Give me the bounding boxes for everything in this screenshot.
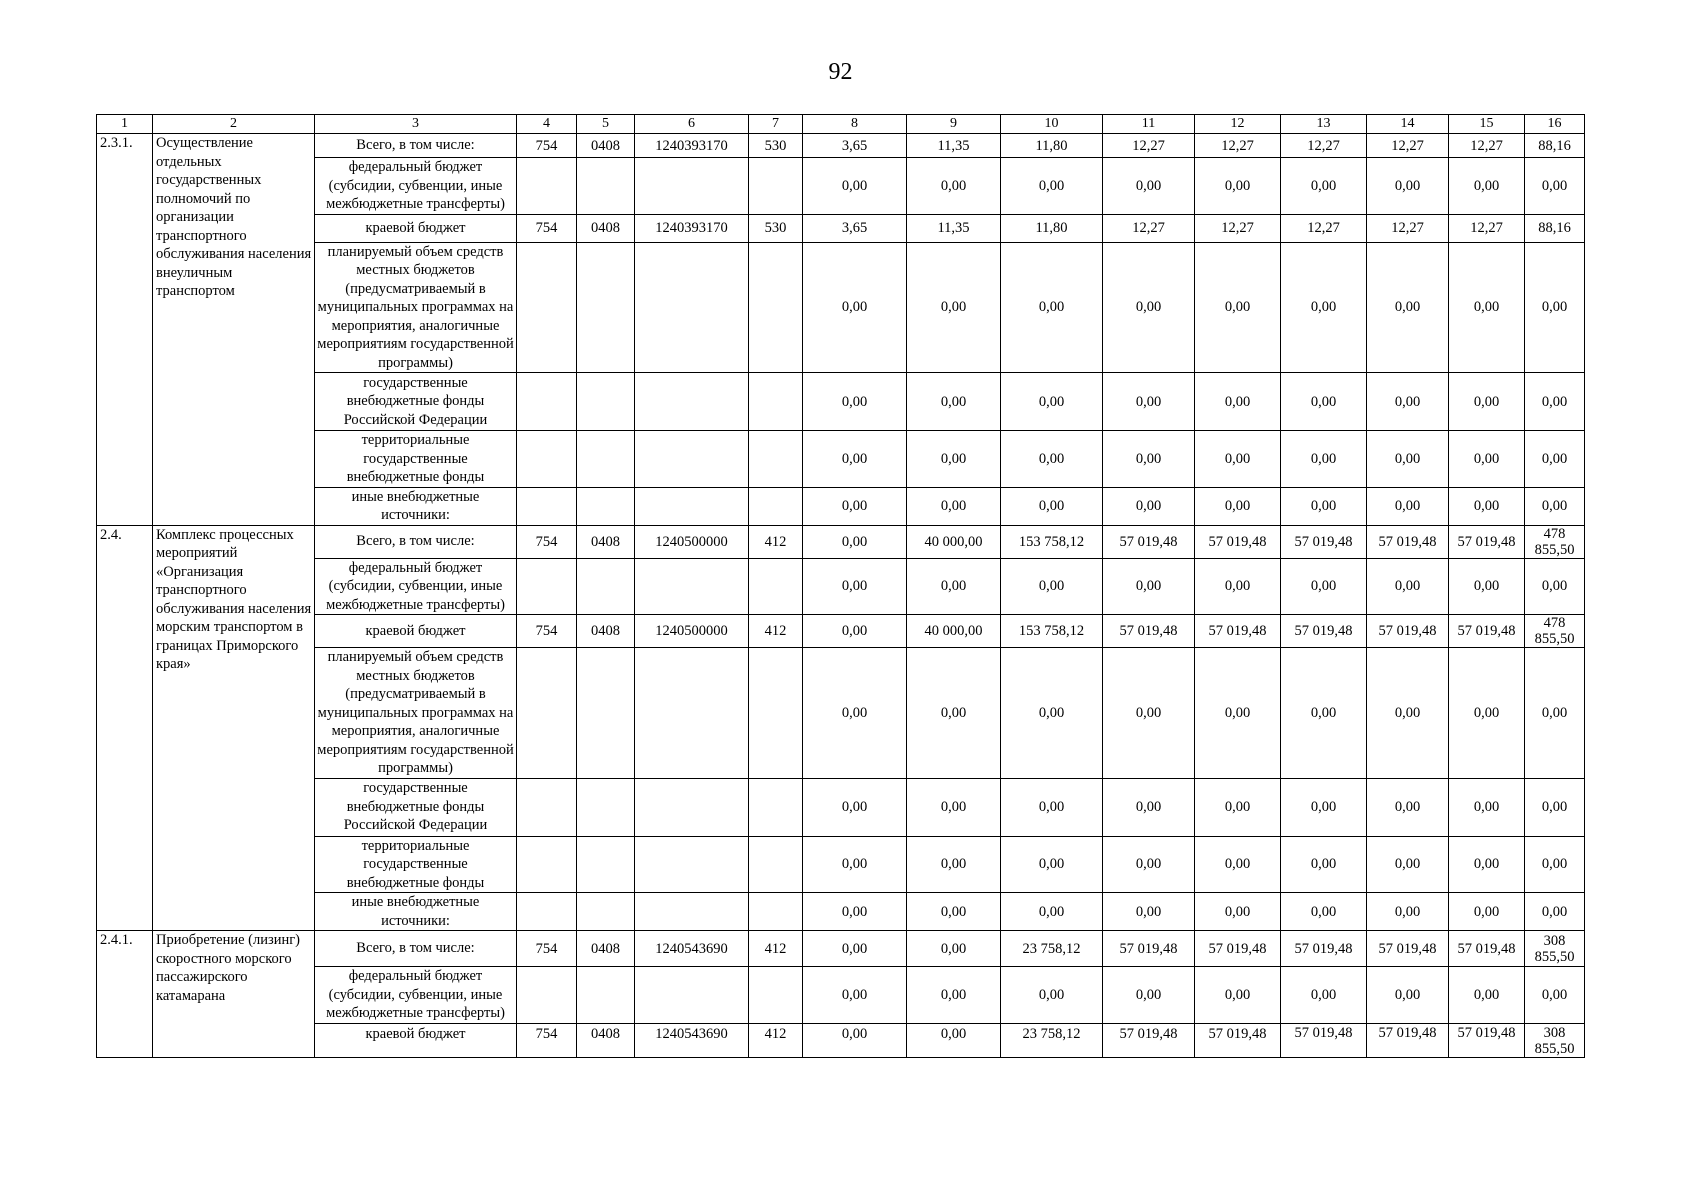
funding-source: иные внебюджетные источники: bbox=[315, 487, 517, 525]
amount-cell: 0,00 bbox=[1195, 242, 1281, 373]
amount-cell: 0,00 bbox=[1001, 431, 1103, 488]
amount-cell: 0,00 bbox=[1449, 893, 1525, 931]
budget-code bbox=[577, 431, 635, 488]
budget-code: 754 bbox=[517, 134, 577, 158]
budget-code bbox=[517, 158, 577, 215]
budget-code bbox=[635, 158, 749, 215]
amount-cell: 0,00 bbox=[1281, 836, 1367, 893]
amount-cell: 0,00 bbox=[1281, 893, 1367, 931]
amount-cell: 0,00 bbox=[907, 778, 1001, 836]
amount-cell: 0,00 bbox=[907, 836, 1001, 893]
item-name: Приобретение (лизинг) скоростного морского пассажирского катамарана bbox=[153, 931, 315, 1058]
budget-code: 0408 bbox=[577, 134, 635, 158]
amount-cell: 0,00 bbox=[1449, 778, 1525, 836]
amount-cell: 0,00 bbox=[907, 431, 1001, 488]
amount-cell: 57 019,48 bbox=[1449, 615, 1525, 648]
amount-cell: 0,00 bbox=[1001, 836, 1103, 893]
amount-cell: 23 758,12 bbox=[1001, 1023, 1103, 1057]
amount-cell: 0,00 bbox=[1103, 648, 1195, 779]
amount-cell: 23 758,12 bbox=[1001, 931, 1103, 967]
amount-cell: 0,00 bbox=[1195, 967, 1281, 1024]
budget-code: 0408 bbox=[577, 525, 635, 558]
budget-code bbox=[517, 893, 577, 931]
budget-code bbox=[749, 836, 803, 893]
amount-cell: 0,00 bbox=[1195, 158, 1281, 215]
budget-code bbox=[635, 893, 749, 931]
amount-cell: 57 019,48 bbox=[1281, 1023, 1367, 1057]
amount-cell: 0,00 bbox=[907, 558, 1001, 615]
item-number: 2.4.1. bbox=[97, 931, 153, 1058]
column-number: 8 bbox=[803, 115, 907, 134]
amount-cell: 0,00 bbox=[803, 648, 907, 779]
budget-code bbox=[577, 242, 635, 373]
amount-cell: 0,00 bbox=[1281, 158, 1367, 215]
amount-cell: 11,35 bbox=[907, 214, 1001, 242]
budget-code bbox=[517, 648, 577, 779]
budget-code bbox=[577, 487, 635, 525]
amount-cell: 0,00 bbox=[803, 931, 907, 967]
amount-cell: 57 019,48 bbox=[1449, 1023, 1525, 1057]
amount-cell: 57 019,48 bbox=[1103, 1023, 1195, 1057]
funding-source: государственные внебюджетные фонды Российской Федерации bbox=[315, 373, 517, 431]
budget-code bbox=[635, 836, 749, 893]
amount-cell: 0,00 bbox=[1001, 373, 1103, 431]
amount-cell: 0,00 bbox=[803, 373, 907, 431]
amount-cell: 0,00 bbox=[803, 615, 907, 648]
budget-code bbox=[749, 893, 803, 931]
budget-code: 412 bbox=[749, 931, 803, 967]
budget-code bbox=[635, 487, 749, 525]
funding-source: краевой бюджет bbox=[315, 1023, 517, 1057]
funding-source: Всего, в том числе: bbox=[315, 134, 517, 158]
amount-cell: 12,27 bbox=[1367, 134, 1449, 158]
amount-cell: 57 019,48 bbox=[1195, 615, 1281, 648]
amount-cell: 57 019,48 bbox=[1367, 525, 1449, 558]
amount-cell: 0,00 bbox=[1281, 967, 1367, 1024]
budget-code bbox=[517, 373, 577, 431]
funding-source: краевой бюджет bbox=[315, 214, 517, 242]
amount-cell: 0,00 bbox=[907, 967, 1001, 1024]
amount-cell: 0,00 bbox=[907, 487, 1001, 525]
amount-cell: 0,00 bbox=[1195, 373, 1281, 431]
table-row bbox=[97, 893, 1585, 931]
amount-cell: 0,00 bbox=[1103, 836, 1195, 893]
table-row bbox=[97, 836, 1585, 893]
amount-cell: 0,00 bbox=[1281, 648, 1367, 779]
budget-code bbox=[517, 778, 577, 836]
budget-code: 1240543690 bbox=[635, 931, 749, 967]
amount-cell: 57 019,48 bbox=[1281, 525, 1367, 558]
budget-code bbox=[635, 431, 749, 488]
budget-code bbox=[749, 967, 803, 1024]
amount-cell: 57 019,48 bbox=[1103, 615, 1195, 648]
budget-code bbox=[635, 242, 749, 373]
budget-code: 1240500000 bbox=[635, 525, 749, 558]
amount-cell: 0,00 bbox=[1001, 778, 1103, 836]
budget-code: 530 bbox=[749, 134, 803, 158]
column-number: 10 bbox=[1001, 115, 1103, 134]
amount-cell: 0,00 bbox=[1281, 558, 1367, 615]
amount-cell: 0,00 bbox=[1525, 431, 1585, 488]
amount-cell: 0,00 bbox=[1103, 487, 1195, 525]
amount-cell: 0,00 bbox=[1367, 487, 1449, 525]
amount-cell: 0,00 bbox=[803, 1023, 907, 1057]
budget-code bbox=[749, 242, 803, 373]
budget-code bbox=[517, 487, 577, 525]
column-number: 2 bbox=[153, 115, 315, 134]
amount-cell: 40 000,00 bbox=[907, 615, 1001, 648]
amount-cell: 0,00 bbox=[1367, 836, 1449, 893]
column-number: 13 bbox=[1281, 115, 1367, 134]
amount-cell: 308 855,50 bbox=[1525, 931, 1585, 967]
budget-code: 0408 bbox=[577, 1023, 635, 1057]
amount-cell: 57 019,48 bbox=[1367, 1023, 1449, 1057]
table-row bbox=[97, 373, 1585, 431]
amount-cell: 0,00 bbox=[1001, 158, 1103, 215]
amount-cell: 0,00 bbox=[1281, 373, 1367, 431]
table-row bbox=[97, 558, 1585, 615]
amount-cell: 57 019,48 bbox=[1449, 931, 1525, 967]
budget-code bbox=[577, 778, 635, 836]
amount-cell: 0,00 bbox=[803, 487, 907, 525]
table-row bbox=[97, 214, 1585, 242]
funding-source: территориальные государственные внебюджетные фонды bbox=[315, 431, 517, 488]
amount-cell: 0,00 bbox=[1195, 648, 1281, 779]
amount-cell: 88,16 bbox=[1525, 214, 1585, 242]
budget-code bbox=[749, 431, 803, 488]
amount-cell: 88,16 bbox=[1525, 134, 1585, 158]
amount-cell: 11,80 bbox=[1001, 214, 1103, 242]
budget-code: 1240543690 bbox=[635, 1023, 749, 1057]
amount-cell: 0,00 bbox=[907, 893, 1001, 931]
budget-code bbox=[517, 558, 577, 615]
funding-source: федеральный бюджет (субсидии, субвенции, иные межбюджетные трансферты) bbox=[315, 158, 517, 215]
funding-source: территориальные государственные внебюджетные фонды bbox=[315, 836, 517, 893]
amount-cell: 0,00 bbox=[1367, 558, 1449, 615]
amount-cell: 0,00 bbox=[1449, 836, 1525, 893]
budget-code bbox=[517, 967, 577, 1024]
budget-code: 1240393170 bbox=[635, 214, 749, 242]
amount-cell: 57 019,48 bbox=[1367, 931, 1449, 967]
amount-cell: 0,00 bbox=[1195, 778, 1281, 836]
budget-code: 754 bbox=[517, 615, 577, 648]
budget-code: 0408 bbox=[577, 615, 635, 648]
item-number: 2.3.1. bbox=[97, 134, 153, 526]
table-row bbox=[97, 931, 1585, 967]
table-row bbox=[97, 134, 1585, 158]
amount-cell: 308 855,50 bbox=[1525, 1023, 1585, 1057]
funding-source: федеральный бюджет (субсидии, субвенции, иные межбюджетные трансферты) bbox=[315, 558, 517, 615]
amount-cell: 0,00 bbox=[1449, 431, 1525, 488]
funding-source: государственные внебюджетные фонды Российской Федерации bbox=[315, 778, 517, 836]
amount-cell: 0,00 bbox=[803, 558, 907, 615]
amount-cell: 0,00 bbox=[1001, 242, 1103, 373]
budget-code: 412 bbox=[749, 525, 803, 558]
amount-cell: 0,00 bbox=[1525, 778, 1585, 836]
amount-cell: 0,00 bbox=[1195, 893, 1281, 931]
amount-cell: 0,00 bbox=[1449, 558, 1525, 615]
table-row bbox=[97, 242, 1585, 373]
amount-cell: 0,00 bbox=[803, 893, 907, 931]
budget-code: 530 bbox=[749, 214, 803, 242]
amount-cell: 11,80 bbox=[1001, 134, 1103, 158]
amount-cell: 3,65 bbox=[803, 214, 907, 242]
amount-cell: 57 019,48 bbox=[1103, 931, 1195, 967]
amount-cell: 0,00 bbox=[1367, 373, 1449, 431]
column-number: 4 bbox=[517, 115, 577, 134]
budget-code bbox=[635, 373, 749, 431]
amount-cell: 57 019,48 bbox=[1367, 615, 1449, 648]
amount-cell: 40 000,00 bbox=[907, 525, 1001, 558]
amount-cell: 0,00 bbox=[1103, 431, 1195, 488]
funding-source: Всего, в том числе: bbox=[315, 525, 517, 558]
budget-code bbox=[517, 242, 577, 373]
amount-cell: 0,00 bbox=[1103, 893, 1195, 931]
budget-code: 754 bbox=[517, 525, 577, 558]
amount-cell: 0,00 bbox=[907, 1023, 1001, 1057]
amount-cell: 0,00 bbox=[803, 836, 907, 893]
amount-cell: 0,00 bbox=[1525, 836, 1585, 893]
budget-code bbox=[635, 778, 749, 836]
budget-code bbox=[749, 158, 803, 215]
amount-cell: 0,00 bbox=[1449, 648, 1525, 779]
table-row bbox=[97, 778, 1585, 836]
amount-cell: 0,00 bbox=[1525, 158, 1585, 215]
amount-cell: 0,00 bbox=[1449, 242, 1525, 373]
amount-cell: 0,00 bbox=[1367, 648, 1449, 779]
budget-code bbox=[635, 967, 749, 1024]
budget-code bbox=[749, 487, 803, 525]
amount-cell: 0,00 bbox=[1525, 242, 1585, 373]
item-number: 2.4. bbox=[97, 525, 153, 931]
budget-code bbox=[577, 158, 635, 215]
table-row bbox=[97, 487, 1585, 525]
table-row bbox=[97, 158, 1585, 215]
amount-cell: 12,27 bbox=[1281, 134, 1367, 158]
amount-cell: 12,27 bbox=[1195, 134, 1281, 158]
budget-code: 754 bbox=[517, 931, 577, 967]
amount-cell: 57 019,48 bbox=[1281, 931, 1367, 967]
amount-cell: 0,00 bbox=[1367, 893, 1449, 931]
funding-source: планируемый объем средств местных бюджетов (предусматриваемый в муниципальных программах на мероприятия, аналогичные мероприятиям государственной программы) bbox=[315, 242, 517, 373]
amount-cell: 57 019,48 bbox=[1195, 525, 1281, 558]
amount-cell: 57 019,48 bbox=[1449, 525, 1525, 558]
amount-cell: 0,00 bbox=[1103, 158, 1195, 215]
amount-cell: 0,00 bbox=[1449, 373, 1525, 431]
column-number: 3 bbox=[315, 115, 517, 134]
budget-code bbox=[749, 558, 803, 615]
column-number: 7 bbox=[749, 115, 803, 134]
amount-cell: 0,00 bbox=[1195, 558, 1281, 615]
amount-cell: 57 019,48 bbox=[1103, 525, 1195, 558]
amount-cell: 0,00 bbox=[1001, 648, 1103, 779]
column-number: 1 bbox=[97, 115, 153, 134]
amount-cell: 0,00 bbox=[1525, 648, 1585, 779]
amount-cell: 12,27 bbox=[1103, 134, 1195, 158]
amount-cell: 57 019,48 bbox=[1281, 615, 1367, 648]
amount-cell: 0,00 bbox=[1195, 487, 1281, 525]
funding-source: краевой бюджет bbox=[315, 615, 517, 648]
column-number: 16 bbox=[1525, 115, 1585, 134]
amount-cell: 0,00 bbox=[1195, 836, 1281, 893]
column-number: 12 bbox=[1195, 115, 1281, 134]
budget-code: 412 bbox=[749, 1023, 803, 1057]
amount-cell: 0,00 bbox=[1281, 242, 1367, 373]
amount-cell: 0,00 bbox=[1367, 158, 1449, 215]
amount-cell: 0,00 bbox=[1367, 778, 1449, 836]
amount-cell: 0,00 bbox=[1449, 158, 1525, 215]
budget-code: 0408 bbox=[577, 214, 635, 242]
amount-cell: 0,00 bbox=[1525, 558, 1585, 615]
amount-cell: 0,00 bbox=[803, 431, 907, 488]
amount-cell: 12,27 bbox=[1281, 214, 1367, 242]
amount-cell: 0,00 bbox=[803, 967, 907, 1024]
amount-cell: 0,00 bbox=[1103, 242, 1195, 373]
amount-cell: 12,27 bbox=[1195, 214, 1281, 242]
amount-cell: 12,27 bbox=[1103, 214, 1195, 242]
amount-cell: 0,00 bbox=[907, 373, 1001, 431]
amount-cell: 57 019,48 bbox=[1195, 931, 1281, 967]
budget-code: 1240500000 bbox=[635, 615, 749, 648]
column-number: 5 bbox=[577, 115, 635, 134]
amount-cell: 0,00 bbox=[803, 158, 907, 215]
table-row bbox=[97, 615, 1585, 648]
table-row bbox=[97, 1023, 1585, 1057]
amount-cell: 0,00 bbox=[1001, 558, 1103, 615]
funding-source: планируемый объем средств местных бюджетов (предусматриваемый в муниципальных программах на мероприятия, аналогичные мероприятиям государственной программы) bbox=[315, 648, 517, 779]
amount-cell: 0,00 bbox=[1001, 893, 1103, 931]
budget-code bbox=[577, 648, 635, 779]
item-name: Комплекс процессных мероприятий «Организация транспортного обслуживания населения морским транспортом в границах Приморского края» bbox=[153, 525, 315, 931]
amount-cell: 0,00 bbox=[1103, 558, 1195, 615]
amount-cell: 0,00 bbox=[1103, 967, 1195, 1024]
amount-cell: 0,00 bbox=[1281, 431, 1367, 488]
amount-cell: 0,00 bbox=[1367, 431, 1449, 488]
amount-cell: 478 855,50 bbox=[1525, 525, 1585, 558]
budget-code: 1240393170 bbox=[635, 134, 749, 158]
table-row bbox=[97, 967, 1585, 1024]
amount-cell: 0,00 bbox=[1525, 373, 1585, 431]
amount-cell: 3,65 bbox=[803, 134, 907, 158]
column-number: 15 bbox=[1449, 115, 1525, 134]
amount-cell: 0,00 bbox=[1525, 487, 1585, 525]
column-number: 6 bbox=[635, 115, 749, 134]
budget-code bbox=[749, 373, 803, 431]
budget-code bbox=[517, 431, 577, 488]
budget-code bbox=[577, 836, 635, 893]
amount-cell: 0,00 bbox=[1367, 242, 1449, 373]
amount-cell: 12,27 bbox=[1449, 134, 1525, 158]
budget-table bbox=[96, 114, 1585, 1058]
amount-cell: 0,00 bbox=[1367, 967, 1449, 1024]
funding-source: Всего, в том числе: bbox=[315, 931, 517, 967]
budget-code: 754 bbox=[517, 1023, 577, 1057]
amount-cell: 153 758,12 bbox=[1001, 615, 1103, 648]
budget-code bbox=[517, 836, 577, 893]
budget-code bbox=[635, 558, 749, 615]
column-number: 14 bbox=[1367, 115, 1449, 134]
amount-cell: 12,27 bbox=[1367, 214, 1449, 242]
amount-cell: 0,00 bbox=[803, 525, 907, 558]
budget-code: 754 bbox=[517, 214, 577, 242]
amount-cell: 478 855,50 bbox=[1525, 615, 1585, 648]
budget-code bbox=[577, 558, 635, 615]
budget-code bbox=[577, 373, 635, 431]
amount-cell: 0,00 bbox=[1449, 487, 1525, 525]
amount-cell: 0,00 bbox=[803, 778, 907, 836]
budget-code bbox=[749, 648, 803, 779]
column-number: 11 bbox=[1103, 115, 1195, 134]
column-number: 9 bbox=[907, 115, 1001, 134]
amount-cell: 0,00 bbox=[1103, 778, 1195, 836]
amount-cell: 153 758,12 bbox=[1001, 525, 1103, 558]
amount-cell: 0,00 bbox=[1195, 431, 1281, 488]
table-row bbox=[97, 431, 1585, 488]
table-row bbox=[97, 648, 1585, 779]
budget-code: 0408 bbox=[577, 931, 635, 967]
item-name: Осуществление отдельных государственных полномочий по организации транспортного обслуживания населения внеуличным транспортом bbox=[153, 134, 315, 526]
funding-source: федеральный бюджет (субсидии, субвенции, иные межбюджетные трансферты) bbox=[315, 967, 517, 1024]
amount-cell: 0,00 bbox=[803, 242, 907, 373]
amount-cell: 0,00 bbox=[1001, 967, 1103, 1024]
amount-cell: 57 019,48 bbox=[1195, 1023, 1281, 1057]
funding-source: иные внебюджетные источники: bbox=[315, 893, 517, 931]
amount-cell: 0,00 bbox=[1525, 893, 1585, 931]
budget-code bbox=[577, 893, 635, 931]
budget-code bbox=[635, 648, 749, 779]
budget-code: 412 bbox=[749, 615, 803, 648]
amount-cell: 0,00 bbox=[1281, 487, 1367, 525]
amount-cell: 0,00 bbox=[1103, 373, 1195, 431]
amount-cell: 0,00 bbox=[1525, 967, 1585, 1024]
page-number: 92 bbox=[828, 59, 853, 85]
amount-cell: 0,00 bbox=[907, 931, 1001, 967]
amount-cell: 0,00 bbox=[1001, 487, 1103, 525]
amount-cell: 12,27 bbox=[1449, 214, 1525, 242]
budget-code bbox=[749, 778, 803, 836]
amount-cell: 0,00 bbox=[907, 648, 1001, 779]
budget-code bbox=[577, 967, 635, 1024]
column-number-row bbox=[97, 115, 1585, 134]
amount-cell: 11,35 bbox=[907, 134, 1001, 158]
amount-cell: 0,00 bbox=[1449, 967, 1525, 1024]
amount-cell: 0,00 bbox=[907, 158, 1001, 215]
amount-cell: 0,00 bbox=[907, 242, 1001, 373]
table-row bbox=[97, 525, 1585, 558]
amount-cell: 0,00 bbox=[1281, 778, 1367, 836]
